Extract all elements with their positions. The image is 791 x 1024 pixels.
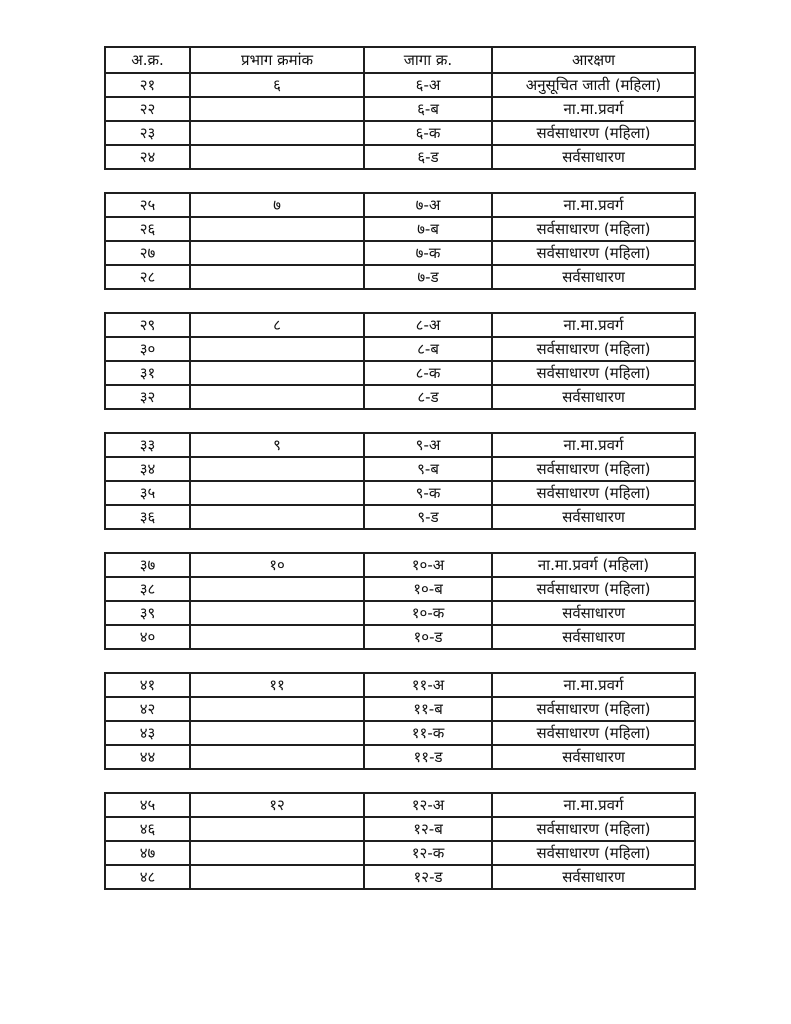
cell-seat-number: ९-ड (364, 505, 492, 529)
ward-table-block (104, 432, 696, 530)
cell-seat-number: ८-ब (364, 337, 492, 361)
cell-division-number: ९ (190, 433, 364, 457)
table-row (105, 697, 695, 721)
cell-reservation: सर्वसाधारण (महिला) (492, 577, 695, 601)
cell-seat-number: १२-अ (364, 793, 492, 817)
cell-division-number (190, 865, 364, 889)
cell-division-number (190, 121, 364, 145)
cell-serial-number: ३४ (105, 457, 190, 481)
cell-division-number (190, 625, 364, 649)
cell-reservation: सर्वसाधारण (महिला) (492, 361, 695, 385)
cell-serial-number: ३८ (105, 577, 190, 601)
table-row (105, 241, 695, 265)
table-row (105, 481, 695, 505)
cell-reservation: ना.मा.प्रवर्ग (492, 793, 695, 817)
table-row (105, 97, 695, 121)
cell-serial-number: ४३ (105, 721, 190, 745)
cell-serial-number: ३६ (105, 505, 190, 529)
table-row (105, 361, 695, 385)
table-row (105, 145, 695, 169)
column-header: अ.क्र. (105, 47, 190, 73)
cell-seat-number: ११-क (364, 721, 492, 745)
cell-division-number (190, 841, 364, 865)
cell-reservation: ना.मा.प्रवर्ग (महिला) (492, 553, 695, 577)
table-row (105, 577, 695, 601)
cell-serial-number: ४४ (105, 745, 190, 769)
cell-serial-number: ३९ (105, 601, 190, 625)
cell-division-number (190, 505, 364, 529)
cell-division-number (190, 697, 364, 721)
cell-division-number: १२ (190, 793, 364, 817)
cell-reservation: सर्वसाधारण (492, 865, 695, 889)
cell-reservation: अनुसूचित जाती (महिला) (492, 73, 695, 97)
ward-table-block (104, 192, 696, 290)
column-header: प्रभाग क्रमांक (190, 47, 364, 73)
cell-serial-number: ३७ (105, 553, 190, 577)
cell-serial-number: २१ (105, 73, 190, 97)
cell-serial-number: २७ (105, 241, 190, 265)
cell-reservation: सर्वसाधारण (492, 265, 695, 289)
cell-seat-number: ७-अ (364, 193, 492, 217)
cell-serial-number: ३३ (105, 433, 190, 457)
cell-serial-number: ३१ (105, 361, 190, 385)
table-row (105, 601, 695, 625)
cell-division-number (190, 577, 364, 601)
cell-reservation: सर्वसाधारण (492, 505, 695, 529)
cell-serial-number: ४२ (105, 697, 190, 721)
cell-seat-number: १०-क (364, 601, 492, 625)
table-row (105, 505, 695, 529)
cell-serial-number: ४६ (105, 817, 190, 841)
cell-reservation: ना.मा.प्रवर्ग (492, 193, 695, 217)
cell-division-number (190, 481, 364, 505)
ward-reservation-tables (104, 46, 791, 890)
cell-reservation: सर्वसाधारण (महिला) (492, 121, 695, 145)
cell-division-number (190, 721, 364, 745)
cell-seat-number: १०-ब (364, 577, 492, 601)
cell-seat-number: ६-ब (364, 97, 492, 121)
cell-seat-number: ९-अ (364, 433, 492, 457)
cell-serial-number: २९ (105, 313, 190, 337)
table-row (105, 553, 695, 577)
table-row (105, 841, 695, 865)
cell-reservation: सर्वसाधारण (महिला) (492, 481, 695, 505)
cell-seat-number: ६-ड (364, 145, 492, 169)
cell-division-number (190, 361, 364, 385)
cell-reservation: सर्वसाधारण (492, 745, 695, 769)
cell-seat-number: ७-ब (364, 217, 492, 241)
cell-serial-number: ४१ (105, 673, 190, 697)
cell-reservation: सर्वसाधारण (महिला) (492, 337, 695, 361)
table-row (105, 817, 695, 841)
cell-seat-number: ११-ब (364, 697, 492, 721)
cell-reservation: ना.मा.प्रवर्ग (492, 313, 695, 337)
column-header: आरक्षण (492, 47, 695, 73)
cell-division-number (190, 337, 364, 361)
table-row (105, 625, 695, 649)
cell-serial-number: २८ (105, 265, 190, 289)
cell-serial-number: ३५ (105, 481, 190, 505)
table-row (105, 793, 695, 817)
cell-division-number (190, 385, 364, 409)
cell-division-number (190, 145, 364, 169)
cell-seat-number: ६-क (364, 121, 492, 145)
cell-seat-number: ७-क (364, 241, 492, 265)
cell-division-number (190, 457, 364, 481)
cell-reservation: ना.मा.प्रवर्ग (492, 97, 695, 121)
table-row (105, 457, 695, 481)
column-header: जागा क्र. (364, 47, 492, 73)
cell-serial-number: २६ (105, 217, 190, 241)
cell-reservation: सर्वसाधारण (492, 625, 695, 649)
table-row (105, 673, 695, 697)
cell-reservation: सर्वसाधारण (महिला) (492, 721, 695, 745)
cell-division-number (190, 601, 364, 625)
cell-division-number (190, 241, 364, 265)
cell-division-number: १० (190, 553, 364, 577)
cell-reservation: सर्वसाधारण (महिला) (492, 457, 695, 481)
cell-reservation: सर्वसाधारण (492, 601, 695, 625)
cell-division-number: ७ (190, 193, 364, 217)
cell-seat-number: ६-अ (364, 73, 492, 97)
cell-reservation: सर्वसाधारण (महिला) (492, 817, 695, 841)
cell-division-number: ११ (190, 673, 364, 697)
cell-seat-number: ११-अ (364, 673, 492, 697)
cell-division-number (190, 817, 364, 841)
cell-reservation: सर्वसाधारण (महिला) (492, 841, 695, 865)
table-row (105, 433, 695, 457)
table-row (105, 385, 695, 409)
cell-reservation: सर्वसाधारण (महिला) (492, 217, 695, 241)
table-row (105, 73, 695, 97)
table-row (105, 193, 695, 217)
cell-seat-number: ७-ड (364, 265, 492, 289)
cell-seat-number: १२-क (364, 841, 492, 865)
cell-seat-number: ९-क (364, 481, 492, 505)
ward-table-block (104, 312, 696, 410)
ward-table-block (104, 672, 696, 770)
cell-reservation: सर्वसाधारण (महिला) (492, 697, 695, 721)
cell-serial-number: २३ (105, 121, 190, 145)
header-row (105, 47, 695, 73)
cell-serial-number: ३० (105, 337, 190, 361)
cell-reservation: सर्वसाधारण (महिला) (492, 241, 695, 265)
cell-seat-number: १०-अ (364, 553, 492, 577)
table-row (105, 745, 695, 769)
cell-seat-number: ११-ड (364, 745, 492, 769)
cell-serial-number: ४५ (105, 793, 190, 817)
cell-seat-number: ९-ब (364, 457, 492, 481)
table-row (105, 217, 695, 241)
cell-serial-number: ४८ (105, 865, 190, 889)
cell-reservation: सर्वसाधारण (492, 145, 695, 169)
cell-serial-number: २५ (105, 193, 190, 217)
cell-serial-number: ४७ (105, 841, 190, 865)
ward-table-block (104, 552, 696, 650)
ward-table-block (104, 46, 696, 170)
cell-reservation: ना.मा.प्रवर्ग (492, 433, 695, 457)
cell-division-number (190, 217, 364, 241)
cell-seat-number: ८-ड (364, 385, 492, 409)
cell-seat-number: ८-क (364, 361, 492, 385)
cell-serial-number: ३२ (105, 385, 190, 409)
table-row (105, 721, 695, 745)
cell-division-number: ६ (190, 73, 364, 97)
cell-serial-number: २४ (105, 145, 190, 169)
cell-seat-number: १२-ड (364, 865, 492, 889)
cell-serial-number: २२ (105, 97, 190, 121)
cell-division-number (190, 745, 364, 769)
cell-seat-number: ८-अ (364, 313, 492, 337)
cell-division-number (190, 97, 364, 121)
cell-seat-number: १०-ड (364, 625, 492, 649)
ward-table-block (104, 792, 696, 890)
table-row (105, 865, 695, 889)
table-row (105, 313, 695, 337)
cell-seat-number: १२-ब (364, 817, 492, 841)
cell-division-number (190, 265, 364, 289)
cell-reservation: सर्वसाधारण (492, 385, 695, 409)
cell-serial-number: ४० (105, 625, 190, 649)
cell-reservation: ना.मा.प्रवर्ग (492, 673, 695, 697)
cell-division-number: ८ (190, 313, 364, 337)
table-row (105, 121, 695, 145)
table-row (105, 337, 695, 361)
table-row (105, 265, 695, 289)
